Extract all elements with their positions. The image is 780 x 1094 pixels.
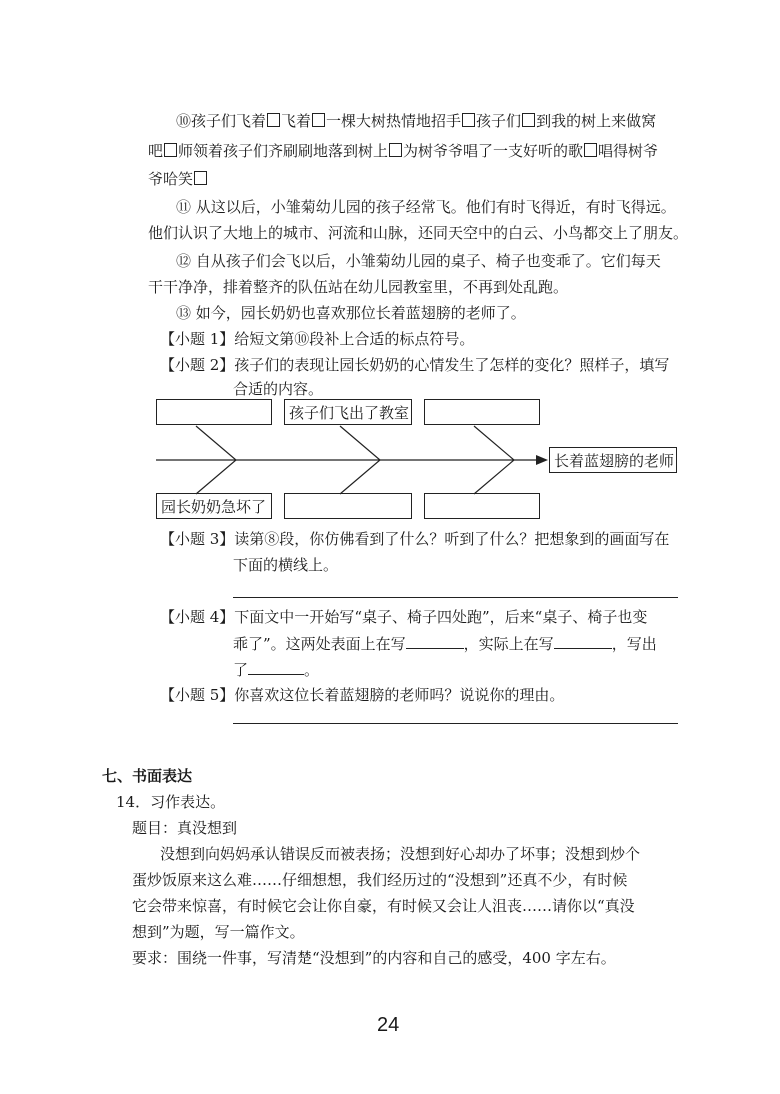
answer-line-q5[interactable] [233,723,678,724]
answer-blank[interactable] [406,632,464,649]
question-4-line3: 了 。 [233,658,319,681]
p10-line3: 爷哈笑 [148,168,208,190]
essay-body-line4: 想到”为题，写一篇作文。 [132,923,305,941]
page-number: 24 [377,1014,400,1036]
p12-line2: 干干净净，排着整齐的队伍站在幼儿园教室里，不再到处乱跑。 [148,278,569,296]
question-3-line2: 下面的横线上。 [233,556,339,574]
p13: ⑬ 如今，园长奶奶也喜欢那位长着蓝翅膀的老师了。 [176,304,526,322]
arrow-head-icon [536,455,548,465]
diagram-box-bottom-right[interactable] [424,493,540,519]
p11-line2: 他们认识了大地上的城市、河流和山脉，还同天空中的白云、小鸟都交上了朋友。 [148,224,689,242]
essay-title: 题目：真没想到 [132,819,238,837]
diagram-box-bottom-left: 园长奶奶急坏了 [156,493,272,519]
section-item: 14．习作表达。 [116,793,226,811]
diagram-box-head: 长着蓝翅膀的老师 [549,447,677,473]
essay-body-line1: 没想到向妈妈承认错误反而被表扬；没想到好心却办了坏事；没想到炒个 [160,845,641,863]
question-4-line2: 乖了”。这两处表面上在写 ，实际上在写 ，写出 [233,632,657,655]
answer-blank[interactable] [248,658,304,675]
answer-line-q3[interactable] [233,597,678,598]
p10-line2: 吧 师领着孩子们齐刷刷地落到树上 为树爷爷唱了一支好听的歌 唱得树爷 [148,142,659,160]
diagram-box-top-right[interactable] [424,399,540,425]
essay-body-line2: 蛋炒饭原来这么难……仔细想想，我们经历过的“没想到”还真不少，有时候 [132,871,628,889]
diagram-box-top-middle: 孩子们飞出了教室 [284,399,412,425]
diagram-box-bottom-middle[interactable] [284,493,412,519]
essay-body-line3: 它会带来惊喜，有时候它会让你自豪，有时候又会让人沮丧……请你以“真没 [132,897,635,915]
answer-blank[interactable] [554,632,612,649]
question-2-line1: 【小题 2】孩子们的表现让园长奶奶的心情发生了怎样的变化？照样子，填写 [160,356,670,374]
p10-line1: ⑩孩子们飞着 飞着 一棵大树热情地招手 孩子们 到我的树上来做窝 [176,112,657,130]
question-4-line1: 【小题 4】下面文中一开始写“桌子、椅子四处跑”，后来“桌子、椅子也变 [160,608,648,626]
question-2-line2: 合适的内容。 [233,380,324,398]
p11-line1: ⑪ 从这以后，小雏菊幼儿园的孩子经常飞。他们有时飞得近，有时飞得远。 [176,198,676,216]
question-5: 【小题 5】你喜欢这位长着蓝翅膀的老师吗？说说你的理由。 [160,686,565,704]
diagram-box-top-left[interactable] [156,399,272,425]
p12-line1: ⑫ 自从孩子们会飞以后，小雏菊幼儿园的桌子、椅子也变乖了。它们每天 [176,252,661,270]
question-3-line1: 【小题 3】读第⑧段，你仿佛看到了什么？听到了什么？把想象到的画面写在 [160,530,670,548]
essay-requirements: 要求：围绕一件事，写清楚“没想到”的内容和自己的感受，400 字左右。 [132,949,616,967]
question-1: 【小题 1】给短文第⑩段补上合适的标点符号。 [160,330,475,348]
section-heading: 七、书面表达 [102,767,193,785]
